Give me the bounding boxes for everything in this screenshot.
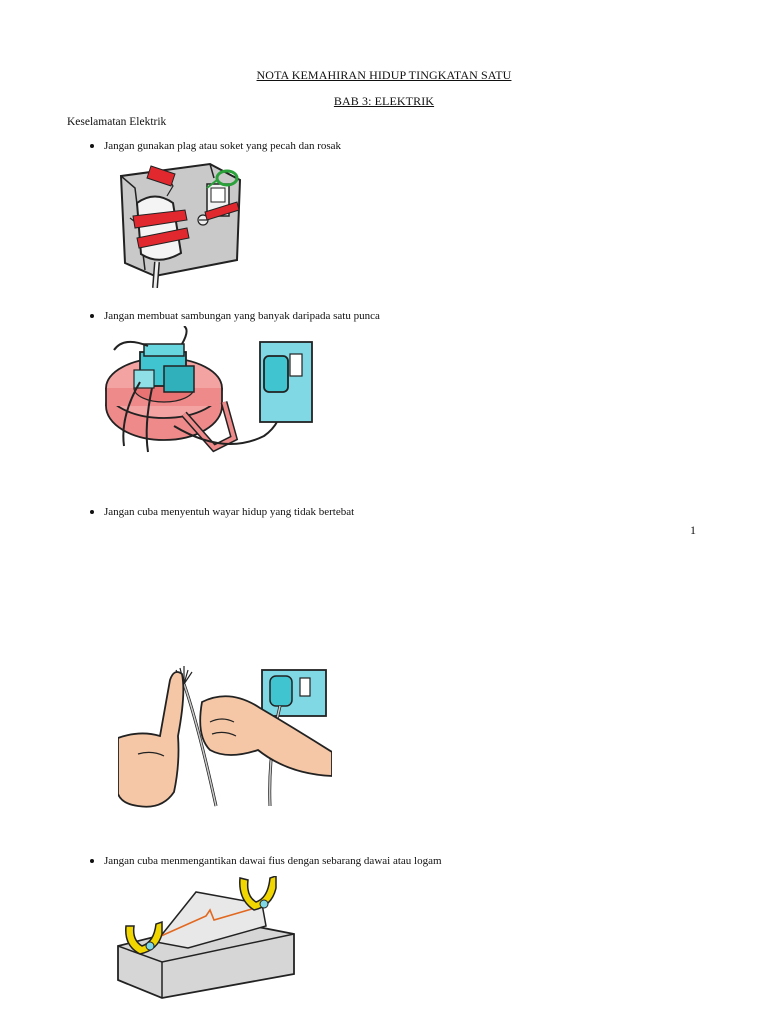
touching-bare-wire-icon (118, 664, 332, 810)
bullet-icon (90, 510, 94, 514)
page-number: 1 (690, 523, 696, 537)
list-item-text: Jangan cuba menmengantikan dawai fius dengan sebarang dawai atau logam (104, 855, 442, 867)
list-item (90, 506, 354, 518)
overloaded-extension-reel-icon (104, 326, 324, 456)
bullet-icon (90, 314, 94, 318)
list-item (90, 310, 380, 322)
list-item-text: Jangan membuat sambungan yang banyak daripada satu punca (104, 310, 380, 322)
section-heading: Keselamatan Elektrik (67, 116, 167, 128)
list-item (90, 140, 341, 152)
chapter-title: BAB 3: ELEKTRIK (333, 94, 435, 108)
broken-plug-socket-icon (115, 158, 245, 288)
list-item-text: Jangan cuba menyentuh wayar hidup yang tidak bertebat (104, 506, 355, 518)
bullet-icon (90, 859, 94, 863)
fuse-holder-wire-icon (112, 876, 298, 1000)
bullet-icon (90, 144, 94, 148)
list-item (90, 855, 442, 867)
document-title: NOTA KEMAHIRAN HIDUP TINGKATAN SATU (256, 68, 512, 82)
list-item-text: Jangan gunakan plag atau soket yang pecah dan rosak (104, 140, 342, 152)
